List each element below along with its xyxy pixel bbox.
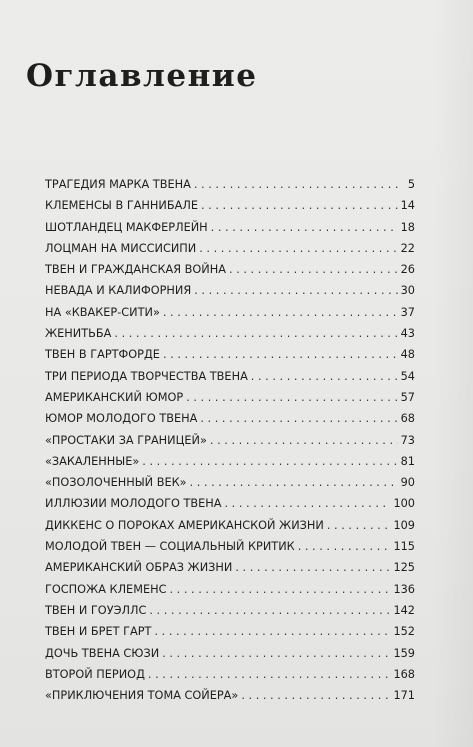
toc-entry-page-number: 81 — [400, 454, 415, 468]
toc-entry-title: ТРАГЕДИЯ МАРКА ТВЕНА — [45, 178, 191, 191]
dot-leader — [241, 689, 390, 702]
toc-entry — [45, 668, 415, 689]
toc-entry — [45, 412, 415, 433]
toc-entry-page-number: 115 — [393, 540, 415, 554]
toc-entry — [45, 178, 415, 199]
toc-entry — [45, 476, 415, 497]
toc-entry-title: ИЛЛЮЗИИ МОЛОДОГО ТВЕНА — [45, 497, 222, 511]
toc-entry-page-number: 171 — [393, 689, 415, 703]
toc-entry-page-number: 90 — [400, 476, 415, 490]
toc-entry-title: АМЕРИКАНСКИЙ ЮМОР — [45, 390, 184, 404]
toc-entry — [45, 242, 415, 263]
toc-entry — [45, 348, 415, 369]
toc-entry-title: ЮМОР МОЛОДОГО ТВЕНА — [45, 412, 198, 426]
toc-entry-title: «ЗАКАЛЕННЫЕ» — [45, 454, 140, 468]
toc-entry-title: «ПРИКЛЮЧЕНИЯ ТОМА СОЙЕРА» — [45, 689, 239, 703]
dot-leader — [186, 391, 397, 404]
toc-entry-page-number: 43 — [400, 327, 415, 341]
toc-entry-title: ВТОРОЙ ПЕРИОД — [45, 667, 145, 681]
toc-entry — [45, 199, 415, 220]
toc-entry — [45, 689, 415, 710]
dot-leader — [201, 199, 398, 212]
toc-entry-title: ТВЕН И ГРАЖДАНСКАЯ ВОЙНА — [45, 263, 226, 277]
dot-leader — [199, 242, 397, 255]
toc-entry-title: ТВЕН И БРЕТ ГАРТ — [45, 625, 152, 639]
dot-leader — [163, 348, 398, 361]
dot-leader — [210, 434, 398, 447]
toc-entry — [45, 647, 415, 668]
toc-entry-page-number: 142 — [393, 603, 415, 617]
toc-entry-title: ЛОЦМАН НА МИССИСИПИ — [45, 241, 197, 255]
toc-entry-title: ДИККЕНС О ПОРОКАХ АМЕРИКАНСКОЙ ЖИЗНИ — [45, 518, 324, 532]
toc-entry — [45, 221, 415, 242]
toc-entry-title: КЛЕМЕНСЫ В ГАННИБАЛЕ — [45, 199, 198, 213]
toc-entry-page-number: 125 — [393, 561, 415, 575]
toc-entry-page-number: 48 — [400, 348, 415, 362]
dot-leader — [114, 327, 397, 340]
toc-entry — [45, 625, 415, 646]
dot-leader — [162, 647, 390, 660]
toc-entry — [45, 519, 415, 540]
toc-entry-title: ГОСПОЖА КЛЕМЕНС — [45, 582, 167, 596]
dot-leader — [149, 604, 390, 617]
toc-entry-title: ТВЕН В ГАРТФОРДЕ — [45, 348, 160, 362]
dot-leader — [327, 519, 391, 532]
dot-leader — [148, 668, 391, 681]
dot-leader — [190, 476, 398, 489]
dot-leader — [194, 178, 398, 191]
toc-entry — [45, 306, 415, 327]
toc-entry-title: «ПОЗОЛОЧЕННЫЙ ВЕК» — [45, 476, 187, 490]
dot-leader — [163, 306, 398, 319]
dot-leader — [200, 412, 397, 425]
toc-entry-page-number: 14 — [400, 199, 415, 213]
toc-entry — [45, 497, 415, 518]
toc-entry-page-number: 152 — [393, 625, 415, 639]
toc-entry-title: ШОТЛАНДЕЦ МАКФЕРЛЕЙН — [45, 220, 208, 234]
toc-entry-page-number: 168 — [393, 667, 415, 681]
toc-entry-page-number: 54 — [400, 369, 415, 383]
toc-entry-page-number: 26 — [400, 263, 415, 277]
toc-entry-page-number: 37 — [400, 305, 415, 319]
dot-leader — [142, 455, 397, 468]
dot-leader — [154, 625, 390, 638]
toc-entry — [45, 284, 415, 305]
dot-leader — [235, 561, 390, 574]
toc-entry-page-number: 73 — [400, 433, 415, 447]
toc-entry-title: НЕВАДА И КАЛИФОРНИЯ — [45, 284, 192, 298]
dot-leader — [229, 263, 398, 276]
toc-entry — [45, 391, 415, 412]
toc-entry-title: ДОЧЬ ТВЕНА СЮЗИ — [45, 646, 160, 660]
toc-entry — [45, 583, 415, 604]
table-of-contents — [45, 178, 415, 710]
toc-entry-page-number: 5 — [407, 178, 415, 191]
dot-leader — [225, 497, 391, 510]
toc-entry — [45, 604, 415, 625]
toc-entry-page-number: 109 — [393, 518, 415, 532]
page-title: Оглавление — [26, 58, 258, 94]
toc-entry — [45, 263, 415, 284]
toc-entry — [45, 540, 415, 561]
toc-entry-title: ЖЕНИТЬБА — [45, 327, 112, 341]
toc-entry — [45, 434, 415, 455]
toc-entry — [45, 327, 415, 348]
toc-entry-page-number: 18 — [400, 220, 415, 234]
toc-entry — [45, 370, 415, 391]
toc-entry — [45, 455, 415, 476]
toc-entry-title: ТРИ ПЕРИОДА ТВОРЧЕСТВА ТВЕНА — [45, 369, 248, 383]
dot-leader — [211, 221, 398, 234]
toc-entry-page-number: 30 — [400, 284, 415, 298]
toc-entry-page-number: 100 — [393, 497, 415, 511]
toc-entry-page-number: 159 — [393, 646, 415, 660]
dot-leader — [194, 284, 397, 297]
toc-entry-title: МОЛОДОЙ ТВЕН — СОЦИАЛЬНЫЙ КРИТИК — [45, 540, 295, 554]
toc-entry-page-number: 136 — [393, 582, 415, 596]
dot-leader — [298, 540, 391, 553]
page-edge-shadow — [433, 0, 473, 747]
toc-entry-page-number: 57 — [400, 390, 415, 404]
toc-entry-page-number: 22 — [400, 241, 415, 255]
dot-leader — [251, 370, 398, 383]
toc-entry-page-number: 68 — [400, 412, 415, 426]
toc-entry-title: «ПРОСТАКИ ЗА ГРАНИЦЕЙ» — [45, 433, 207, 447]
toc-entry — [45, 561, 415, 582]
dot-leader — [169, 583, 390, 596]
toc-entry-title: ТВЕН И ГОУЭЛЛС — [45, 603, 147, 617]
toc-entry-title: НА «КВАКЕР-СИТИ» — [45, 305, 160, 319]
toc-entry-title: АМЕРИКАНСКИЙ ОБРАЗ ЖИЗНИ — [45, 561, 233, 575]
